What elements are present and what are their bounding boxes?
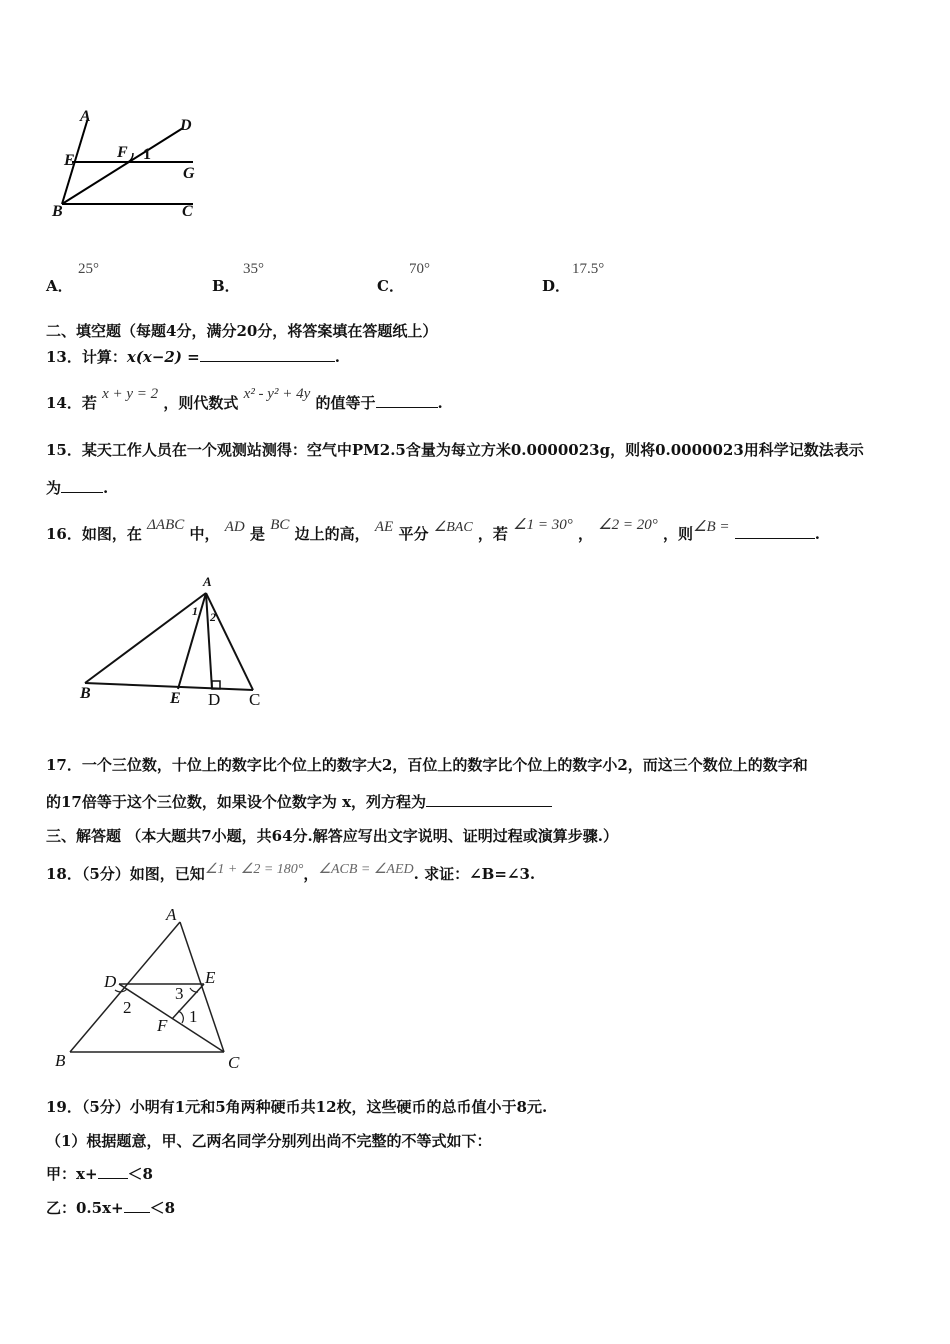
fig18-label-e: E [205, 968, 216, 987]
q16-ad: AD [224, 519, 245, 535]
q16-pingfen: 平分 [398, 525, 429, 543]
q16-angle-1: ∠1 = 30° [513, 517, 573, 533]
q18-condition-1: ∠1 + ∠2 = 180° [204, 862, 304, 877]
q16-ze: ，则 [663, 525, 694, 543]
q18-suffix: . 求证：∠B=∠3. [413, 865, 536, 883]
fig18-label-d: D [104, 972, 117, 991]
fig18-label-b: B [55, 1051, 66, 1070]
fig18-label-3: 3 [175, 984, 184, 1003]
fig12-label-b: B [52, 203, 63, 220]
q16-ae: AE [374, 519, 394, 535]
section-2-title: 二、填空题（每题4分，满分20分，将答案填在答题纸上） [46, 322, 438, 340]
q16-comma: ， [577, 525, 593, 543]
q18-condition-2: ∠ACB = ∠AED [318, 862, 414, 877]
fig18-label-1: 1 [189, 1007, 198, 1026]
q16-shi: 是 [249, 525, 265, 543]
q16-bc: BC [270, 517, 290, 533]
q19-yi-inequality [46, 1197, 175, 1218]
fig16-label-b: B [80, 685, 91, 702]
section-3-title: 三、解答题 （本大题共7小题，共64分.解答应写出文字说明、证明过程或演算步骤.） [46, 827, 618, 845]
q16-angle-2: ∠2 = 20° [598, 517, 658, 533]
q14-end: . [437, 394, 443, 412]
option-d-letter: D． [542, 277, 571, 295]
fig12-label-a: A [80, 108, 91, 125]
q16-bac: ∠BAC [433, 520, 473, 535]
option-c-letter: C． [377, 277, 404, 295]
q15-prefix: 为 [46, 479, 62, 497]
fig18-label-c: C [228, 1053, 240, 1072]
question-15-line-1: 15．某天工作人员在一个观测站测得：空气中PM2.5含量为每立方米0.0000023g，则将0.0000023用科学记数法表示 [46, 441, 864, 459]
q14-condition: x + y = 2 [102, 386, 159, 402]
fig16-label-2: 2 [210, 610, 216, 624]
q14-suffix: 的值等于 [315, 394, 376, 412]
fig16-label-a: A [203, 574, 212, 589]
fig12-label-f: F [117, 144, 128, 161]
q17-text: 的17倍等于这个三位数，如果设个位数字为 x，列方程为 [46, 793, 427, 811]
q13-end: . [334, 348, 340, 366]
q13-number: 13．计算： [46, 348, 127, 366]
q14-prefix: 14．若 [46, 394, 97, 412]
fig16-label-c: C [249, 690, 261, 709]
q19-yi-blank[interactable] [124, 1198, 150, 1213]
fig18-label-a: A [166, 905, 177, 924]
option-c-value: 70° [409, 261, 430, 277]
q19-jia-inequality [46, 1163, 153, 1184]
option-d-value: 17.5° [572, 261, 605, 277]
option-b-letter: B． [212, 277, 240, 295]
fig12-label-1: 1 [143, 146, 151, 163]
q18-comma: ， [303, 865, 319, 883]
q18-prefix: 18．（5分）如图，已知 [46, 865, 205, 883]
q19-yi-suffix: ＜8 [149, 1199, 176, 1217]
fig16-label-e: E [170, 690, 181, 707]
fig12-label-g: G [183, 165, 195, 182]
q14-middle: ，则代数式 [163, 394, 239, 412]
question-19-stem: 19．（5分）小明有1元和5角两种硬币共12枚，这些硬币的总币值小于8元. [46, 1098, 548, 1116]
fig18-label-f: F [157, 1016, 168, 1035]
fig12-label-e: E [64, 152, 75, 169]
q16-triangle: ΔABC [147, 517, 185, 533]
option-a-letter: A． [46, 277, 73, 295]
q16-gao: 边上的高， [294, 525, 370, 543]
q15-end: . [103, 479, 109, 497]
option-b-value: 35° [243, 261, 264, 277]
q16-end: . [814, 525, 821, 543]
q16-prefix: 16．如图，在 [46, 525, 142, 543]
q16-angle-b: ∠B = [693, 519, 730, 535]
question-17-line-1: 17．一个三位数，十位上的数字比个位上的数字大2，百位上的数字比个位上的数字小2，而这三个数位上的数字和 [46, 756, 808, 774]
q16-ruo: ，若 [477, 525, 508, 543]
q19-jia-blank[interactable] [98, 1164, 128, 1179]
q13-expression: x(x−2) = [126, 348, 200, 366]
q19-yi-prefix: 乙：0.5x+ [46, 1199, 124, 1217]
option-a-value: 25° [78, 261, 99, 277]
q19-jia-prefix: 甲：x+ [46, 1165, 98, 1183]
q14-expression: x² - y² + 4y [243, 386, 311, 402]
fig16-label-1: 1 [192, 604, 198, 618]
q19-jia-suffix: ＜8 [127, 1165, 153, 1183]
fig16-label-d: D [208, 690, 221, 709]
fig12-label-d: D [180, 117, 192, 134]
q16-zhong: 中， [189, 525, 220, 543]
fig12-label-c: C [182, 203, 193, 220]
fig18-label-2: 2 [123, 998, 132, 1017]
question-19-part-1: （1）根据题意，甲、乙两名同学分别列出尚不完整的不等式如下： [46, 1132, 492, 1150]
